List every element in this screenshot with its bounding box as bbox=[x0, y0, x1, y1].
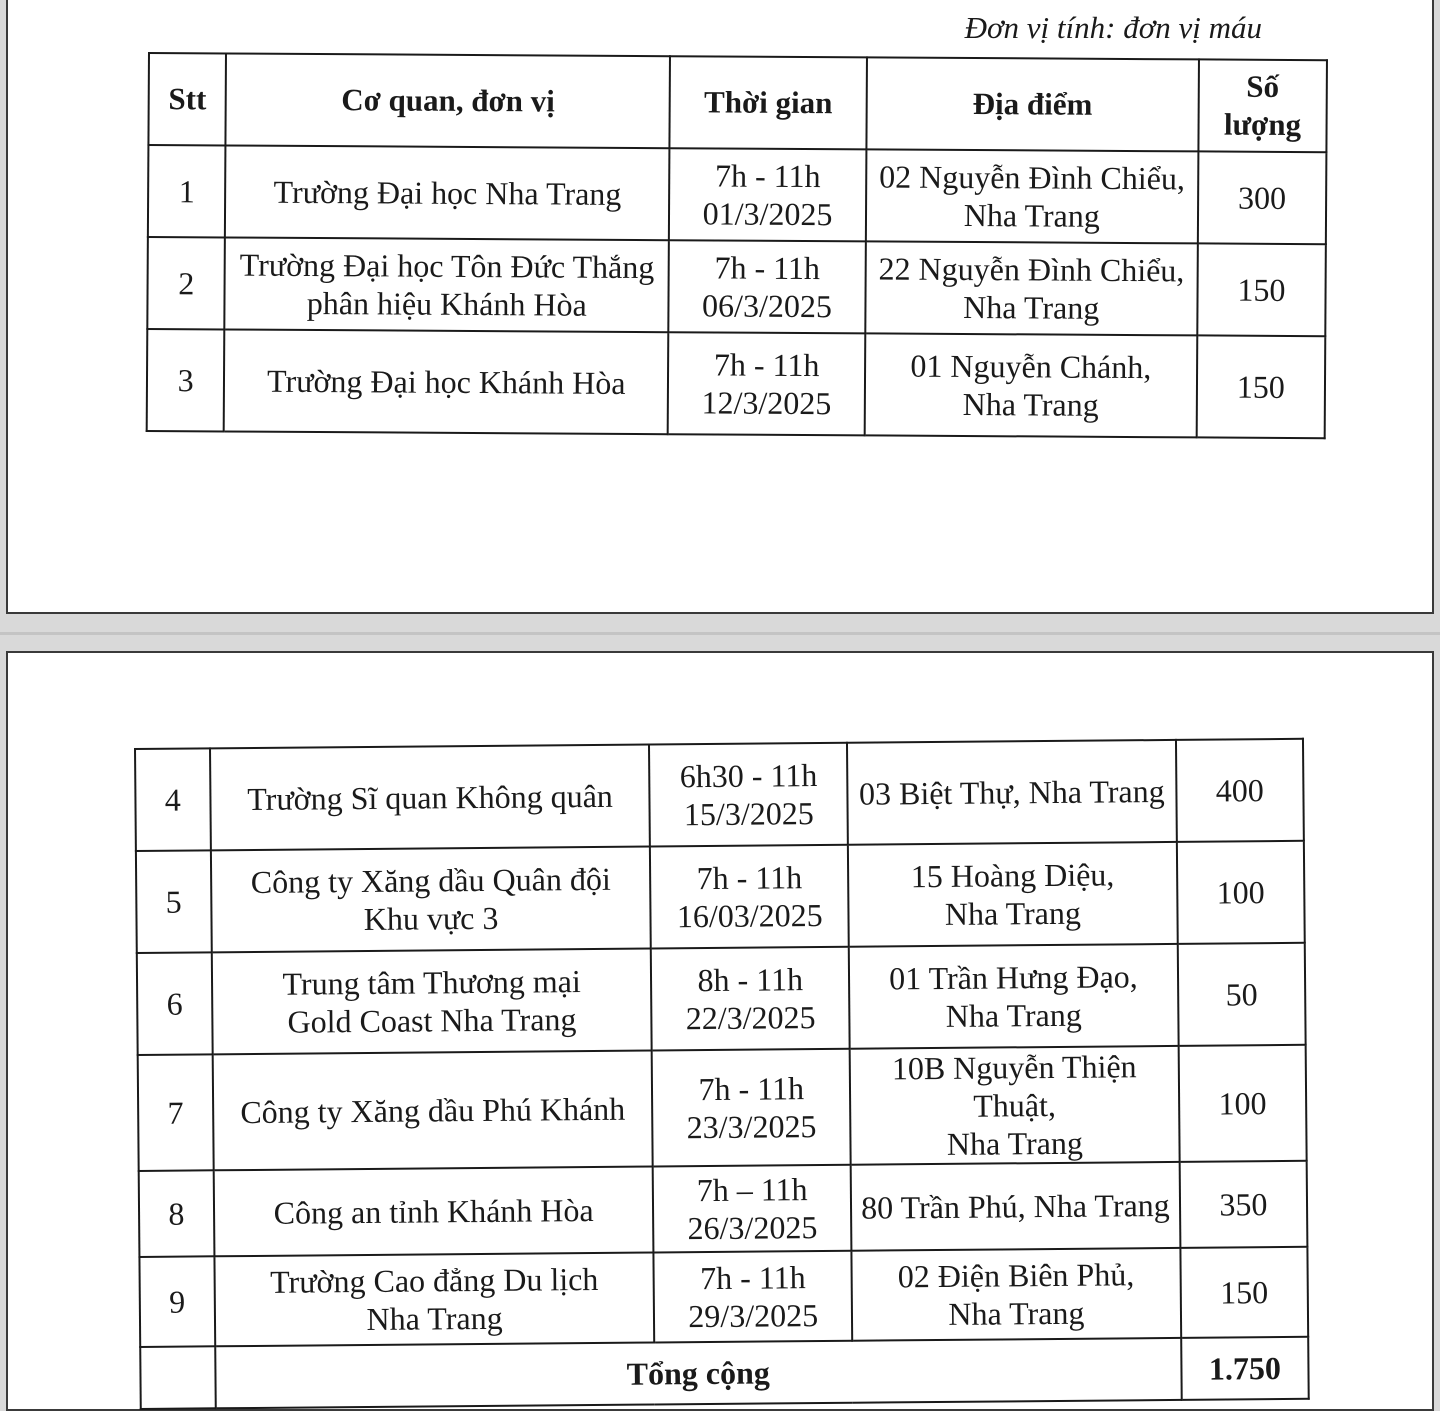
page-divider bbox=[0, 632, 1440, 635]
header-organization: Cơ quan, đơn vị bbox=[226, 53, 670, 148]
cell-organization: Công ty Xăng dầu Quân đội Khu vực 3 bbox=[211, 846, 652, 952]
cell-organization: Trường Cao đẳng Du lịch Nha Trang bbox=[214, 1252, 655, 1346]
unit-note: Đơn vị tính: đơn vị máu bbox=[964, 10, 1262, 45]
document-page-1 bbox=[6, 0, 1434, 614]
cell-organization: Trường Đại học Nha Trang bbox=[225, 145, 669, 240]
cell-organization: Công ty Xăng dầu Phú Khánh bbox=[212, 1050, 653, 1170]
cell-time: 6h30 - 11h 15/3/2025 bbox=[649, 743, 847, 847]
header-time: Thời gian bbox=[670, 56, 867, 149]
table-row bbox=[136, 841, 1305, 953]
cell-quantity: 50 bbox=[1178, 943, 1306, 1046]
table-row bbox=[147, 329, 1326, 438]
cell-quantity: 350 bbox=[1179, 1161, 1307, 1248]
cell-location: 03 Biệt Thự, Nha Trang bbox=[847, 740, 1177, 845]
cell-time: 7h - 11h 01/3/2025 bbox=[669, 148, 866, 241]
table-row bbox=[148, 145, 1327, 244]
cell-time: 7h - 11h 16/03/2025 bbox=[650, 845, 848, 949]
cell-quantity: 100 bbox=[1178, 1045, 1306, 1162]
cell-location: 10B Nguyễn Thiện Thuật, Nha Trang bbox=[850, 1046, 1180, 1165]
cell-stt-empty bbox=[140, 1346, 215, 1409]
cell-stt: 2 bbox=[147, 237, 225, 329]
header-quantity: Số lượng bbox=[1198, 59, 1327, 152]
cell-stt: 3 bbox=[147, 329, 225, 431]
cell-location: 02 Nguyễn Đình Chiểu, Nha Trang bbox=[866, 149, 1198, 243]
total-quantity: 1.750 bbox=[1181, 1337, 1309, 1400]
total-row bbox=[140, 1337, 1308, 1409]
table-row bbox=[138, 1045, 1307, 1171]
cell-quantity: 100 bbox=[1177, 841, 1305, 944]
table-row bbox=[135, 739, 1304, 851]
cell-stt: 8 bbox=[139, 1170, 214, 1257]
cell-organization: Công an tỉnh Khánh Hòa bbox=[213, 1166, 653, 1256]
cell-organization: Trường Sĩ quan Không quân bbox=[210, 745, 651, 851]
cell-location: 15 Hoàng Diệu, Nha Trang bbox=[848, 842, 1178, 947]
cell-organization: Trường Đại học Khánh Hòa bbox=[224, 329, 668, 434]
cell-time: 7h - 11h 23/3/2025 bbox=[652, 1049, 851, 1167]
cell-quantity: 150 bbox=[1180, 1247, 1308, 1338]
cell-stt: 9 bbox=[139, 1256, 215, 1347]
cell-quantity: 400 bbox=[1176, 739, 1304, 842]
cell-organization: Trung tâm Thương mại Gold Coast Nha Trang bbox=[212, 948, 653, 1054]
document-page-2 bbox=[6, 651, 1434, 1411]
cell-time: 7h - 11h 12/3/2025 bbox=[668, 332, 865, 435]
header-location: Địa điểm bbox=[866, 57, 1198, 151]
cell-stt: 1 bbox=[148, 145, 226, 237]
table-row bbox=[139, 1161, 1308, 1257]
cell-stt: 7 bbox=[138, 1054, 214, 1171]
table-row bbox=[137, 943, 1306, 1055]
table-header-row bbox=[148, 53, 1327, 152]
table-row bbox=[139, 1247, 1308, 1347]
cell-location: 22 Nguyễn Đình Chiểu, Nha Trang bbox=[865, 241, 1197, 335]
cell-quantity: 150 bbox=[1196, 335, 1325, 438]
cell-stt: 5 bbox=[136, 850, 212, 953]
cell-quantity: 300 bbox=[1198, 151, 1327, 244]
cell-time: 7h - 11h 29/3/2025 bbox=[654, 1251, 852, 1343]
total-label: Tổng cộng bbox=[215, 1338, 1182, 1408]
cell-time: 7h - 11h 06/3/2025 bbox=[669, 240, 866, 333]
cell-location: 01 Trần Hưng Đạo, Nha Trang bbox=[849, 944, 1179, 1049]
cell-quantity: 150 bbox=[1197, 243, 1326, 336]
blood-donation-table-part-1 bbox=[146, 52, 1328, 439]
cell-organization: Trường Đại học Tôn Đức Thắng phân hiệu Khánh Hòa bbox=[225, 237, 669, 332]
cell-stt: 4 bbox=[135, 748, 211, 851]
cell-time: 7h – 11h 26/3/2025 bbox=[653, 1165, 851, 1253]
cell-location: 02 Điện Biên Phủ, Nha Trang bbox=[851, 1248, 1181, 1341]
cell-location: 80 Trần Phú, Nha Trang bbox=[851, 1162, 1181, 1251]
cell-location: 01 Nguyễn Chánh, Nha Trang bbox=[865, 333, 1198, 437]
table-row bbox=[147, 237, 1326, 336]
cell-time: 8h - 11h 22/3/2025 bbox=[651, 947, 849, 1051]
header-stt: Stt bbox=[148, 53, 226, 145]
blood-donation-table-part-2 bbox=[134, 738, 1310, 1410]
cell-stt: 6 bbox=[137, 952, 213, 1055]
